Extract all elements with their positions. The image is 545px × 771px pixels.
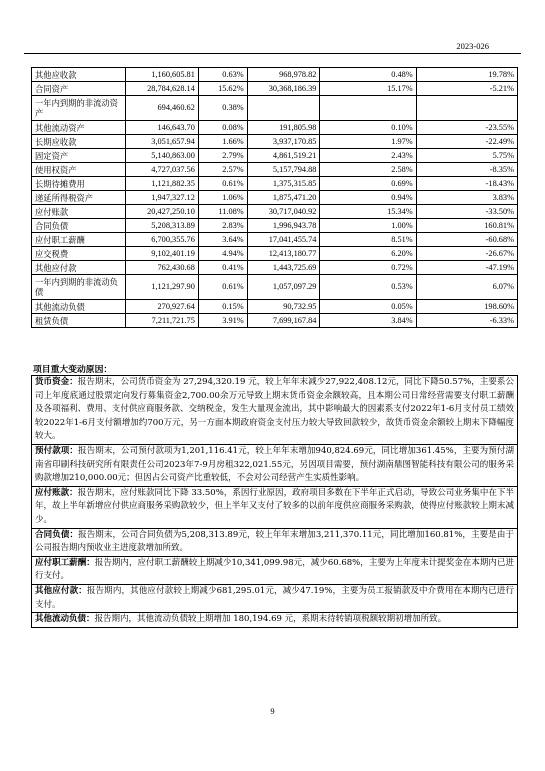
- table-row: [32, 314, 518, 328]
- value-cell: 160.81%: [416, 219, 517, 233]
- value-cell: 1,121,297.90: [126, 275, 199, 300]
- value-cell: 5,208,313.89: [126, 219, 199, 233]
- row-label-cell: 固定资产: [32, 149, 126, 163]
- value-cell: 2.83%: [198, 219, 247, 233]
- value-cell: -33.50%: [416, 205, 517, 219]
- value-cell: 0.10%: [320, 121, 416, 135]
- value-cell: 0.48%: [320, 68, 416, 82]
- row-label-cell: 使用权资产: [32, 163, 126, 177]
- value-cell: 28,784,628.14: [126, 82, 199, 96]
- table-row: [32, 96, 518, 121]
- item-explanation: 报告期末，公司合同负债为5,208,313.89元，较上年年末增加3,211,370.11元，同比增加160.81%，主要是由于公司报告期内预收业主进度款增加所致。: [35, 529, 514, 554]
- header-divider: [24, 53, 521, 54]
- row-label-cell: 合同负债: [32, 219, 126, 233]
- table-row: [32, 82, 518, 96]
- row-label-cell: 其他流动资产: [32, 121, 126, 135]
- item-label: 合同负债：: [35, 529, 79, 540]
- value-cell: 0.05%: [320, 300, 416, 314]
- change-reasons-box: [31, 375, 518, 628]
- item-label: 应付账款：: [35, 487, 78, 498]
- value-cell: 762,430.68: [126, 261, 199, 275]
- value-cell: 6.20%: [320, 247, 416, 261]
- value-cell: 6.07%: [416, 275, 517, 300]
- table-row: [32, 177, 518, 191]
- value-cell: 12,413,180.77: [247, 247, 320, 261]
- value-cell: 3,051,657.94: [126, 135, 199, 149]
- section-title: 项目重大变动原因：: [33, 365, 113, 375]
- table-row: [32, 261, 518, 275]
- balance-sheet-table: [31, 67, 518, 328]
- item-label: 预付款项：: [35, 445, 79, 456]
- value-cell: 3.84%: [320, 314, 416, 328]
- document-code: 2023-026: [456, 41, 489, 51]
- value-cell: 0.08%: [198, 121, 247, 135]
- item-explanation: 报告期内，应付职工薪酬较上期减少10,341,099.98元，减少60.68%，主要为上年度末计提奖金在本期内已进行支付。: [35, 557, 514, 582]
- value-cell: 1,996,943.78: [247, 219, 320, 233]
- row-label-cell: 一年内到期的非流动负债: [32, 275, 126, 300]
- row-label-cell: 递延所得税资产: [32, 191, 126, 205]
- row-label-cell: 长期待摊费用: [32, 177, 126, 191]
- change-reason-item: [32, 529, 517, 557]
- value-cell: 5,157,794.88: [247, 163, 320, 177]
- value-cell: 30,717,040.92: [247, 205, 320, 219]
- value-cell: 1,875,471.20: [247, 191, 320, 205]
- row-label-cell: 其他应收款: [32, 68, 126, 82]
- value-cell: -23.55%: [416, 121, 517, 135]
- item-label: 货币资金：: [35, 377, 78, 387]
- value-cell: 0.72%: [320, 261, 416, 275]
- value-cell: 11.08%: [198, 205, 247, 219]
- table-row: [32, 247, 518, 261]
- value-cell: 9,102,401.19: [126, 247, 199, 261]
- value-cell: 7,211,721.75: [126, 314, 199, 328]
- row-label-cell: 合同资产: [32, 82, 126, 96]
- value-cell: 198.60%: [416, 300, 517, 314]
- change-reason-item: [32, 445, 517, 487]
- value-cell: 0.38%: [198, 96, 247, 121]
- item-label: 其他流动负债：: [35, 614, 95, 625]
- value-cell: 146,643.70: [126, 121, 199, 135]
- table-row: [32, 191, 518, 205]
- value-cell: 7,699,167.84: [247, 314, 320, 328]
- value-cell: 0.94%: [320, 191, 416, 205]
- value-cell: 6,700,355.76: [126, 233, 199, 247]
- value-cell: [416, 96, 517, 121]
- value-cell: 0.15%: [198, 300, 247, 314]
- value-cell: 1.06%: [198, 191, 247, 205]
- item-explanation: 报告期内，其他流动负债较上期增加 180,194.69 元，系期末待转销项税额较期初增加所致。: [94, 614, 447, 625]
- value-cell: 0.69%: [320, 177, 416, 191]
- value-cell: 1,375,315.85: [247, 177, 320, 191]
- value-cell: 1,160,605.81: [126, 68, 199, 82]
- change-reason-item: [32, 613, 517, 627]
- item-explanation: 报告期末，应付账款同比下降 33.50%，系因行业原因，政府项目多数在下半年正式启动，导致公司业务集中在下半年，故上半年新增应付供应商服务采购款较少，但上半年又支付了较多的以前年度供应商服务采购款，使得应付账款较上期末减少。: [35, 487, 514, 525]
- table-row: [32, 205, 518, 219]
- page-number: 9: [270, 706, 275, 716]
- value-cell: [247, 96, 320, 121]
- value-cell: 19.78%: [416, 68, 517, 82]
- value-cell: 20,427,250.10: [126, 205, 199, 219]
- value-cell: 3,937,170.85: [247, 135, 320, 149]
- value-cell: 270,927.64: [126, 300, 199, 314]
- value-cell: 0.63%: [198, 68, 247, 82]
- value-cell: 191,805.98: [247, 121, 320, 135]
- item-label: 应付职工薪酬：: [35, 557, 95, 568]
- table-row: [32, 135, 518, 149]
- table-row: [32, 163, 518, 177]
- item-explanation: 报告期末，公司货币资金为 27,294,320.19 元，较上年年末减少27,922,408.12元，同比下降50.57%，主要系公司上年度底通过股票定向发行募集资金2,700.00余万元导致上期末货币资金余额较高，且本期公司日常经营需要支付职工薪酬及各项福利、费用、支付供应商服务款、交纳税金，发生大量现金流出，其中影响最大的因素系支付2022年1-6月支付员工绩效较2022年1-6月支付额增加约700万元，另一方面本期政府资金支付压力较大导致回款较少，故货币资金余额较上期末下降幅度较大。: [35, 377, 514, 442]
- item-explanation: 报告期内，其他应付款较上期减少681,295.01元，减少47.19%，主要为员工报销款及中介费用在本期内已进行支付。: [35, 585, 514, 610]
- value-cell: 1.00%: [320, 219, 416, 233]
- value-cell: 1,121,882.35: [126, 177, 199, 191]
- table-row: [32, 300, 518, 314]
- table-row: [32, 233, 518, 247]
- value-cell: -47.19%: [416, 261, 517, 275]
- value-cell: -22.49%: [416, 135, 517, 149]
- table-row: [32, 275, 518, 300]
- table-row: [32, 68, 518, 82]
- row-label-cell: 一年内到期的非流动资产: [32, 96, 126, 121]
- value-cell: 0.61%: [198, 177, 247, 191]
- value-cell: 694,460.62: [126, 96, 199, 121]
- value-cell: 30,368,186.39: [247, 82, 320, 96]
- row-label-cell: 其他流动负债: [32, 300, 126, 314]
- value-cell: 5,140,863.00: [126, 149, 199, 163]
- value-cell: 4,727,037.56: [126, 163, 199, 177]
- value-cell: 3.64%: [198, 233, 247, 247]
- value-cell: 1,057,097.29: [247, 275, 320, 300]
- value-cell: 5.75%: [416, 149, 517, 163]
- row-label-cell: 应交税费: [32, 247, 126, 261]
- value-cell: 0.61%: [198, 275, 247, 300]
- table-row: [32, 149, 518, 163]
- value-cell: -60.68%: [416, 233, 517, 247]
- value-cell: -18.43%: [416, 177, 517, 191]
- value-cell: 15.62%: [198, 82, 247, 96]
- value-cell: 1.66%: [198, 135, 247, 149]
- value-cell: 3.91%: [198, 314, 247, 328]
- row-label-cell: 应付账款: [32, 205, 126, 219]
- row-label-cell: 租赁负债: [32, 314, 126, 328]
- value-cell: 0.41%: [198, 261, 247, 275]
- value-cell: 4,861,519.21: [247, 149, 320, 163]
- value-cell: 15.34%: [320, 205, 416, 219]
- change-reason-item: [32, 487, 517, 529]
- item-label: 其他应付款：: [35, 585, 87, 596]
- value-cell: 8.51%: [320, 233, 416, 247]
- table-row: [32, 121, 518, 135]
- value-cell: 2.57%: [198, 163, 247, 177]
- value-cell: -26.67%: [416, 247, 517, 261]
- value-cell: 15.17%: [320, 82, 416, 96]
- value-cell: [320, 96, 416, 121]
- value-cell: 1,443,725.69: [247, 261, 320, 275]
- row-label-cell: 长期应收款: [32, 135, 126, 149]
- value-cell: 90,732.95: [247, 300, 320, 314]
- value-cell: 2.79%: [198, 149, 247, 163]
- value-cell: 2.58%: [320, 163, 416, 177]
- value-cell: -5.21%: [416, 82, 517, 96]
- value-cell: 968,978.82: [247, 68, 320, 82]
- value-cell: 1,947,327.12: [126, 191, 199, 205]
- value-cell: 0.53%: [320, 275, 416, 300]
- value-cell: 1.97%: [320, 135, 416, 149]
- value-cell: 2.43%: [320, 149, 416, 163]
- value-cell: 17,041,455.74: [247, 233, 320, 247]
- table-row: [32, 219, 518, 233]
- value-cell: 3.83%: [416, 191, 517, 205]
- change-reason-item: [32, 557, 517, 585]
- row-label-cell: 其他应付款: [32, 261, 126, 275]
- value-cell: -6.33%: [416, 314, 517, 328]
- item-explanation: 报告期末，公司预付款项为1,201,116.41元，较上年年末增加940,824.69元，同比增加361.45%，主要为预付湖南省印刷科技研究所有限责任公司2023年7-9月房租322,021.55元，另因项目需要，预付湖南鼎图智能科技有限公司的服务采购款增加210,000.00元；但因占公司资产比重较低，不会对公司经营产生实质性影响。: [35, 445, 514, 484]
- value-cell: -8.35%: [416, 163, 517, 177]
- change-reason-item: [32, 585, 517, 613]
- change-reason-item: [32, 376, 517, 445]
- row-label-cell: 应付职工薪酬: [32, 233, 126, 247]
- value-cell: 4.94%: [198, 247, 247, 261]
